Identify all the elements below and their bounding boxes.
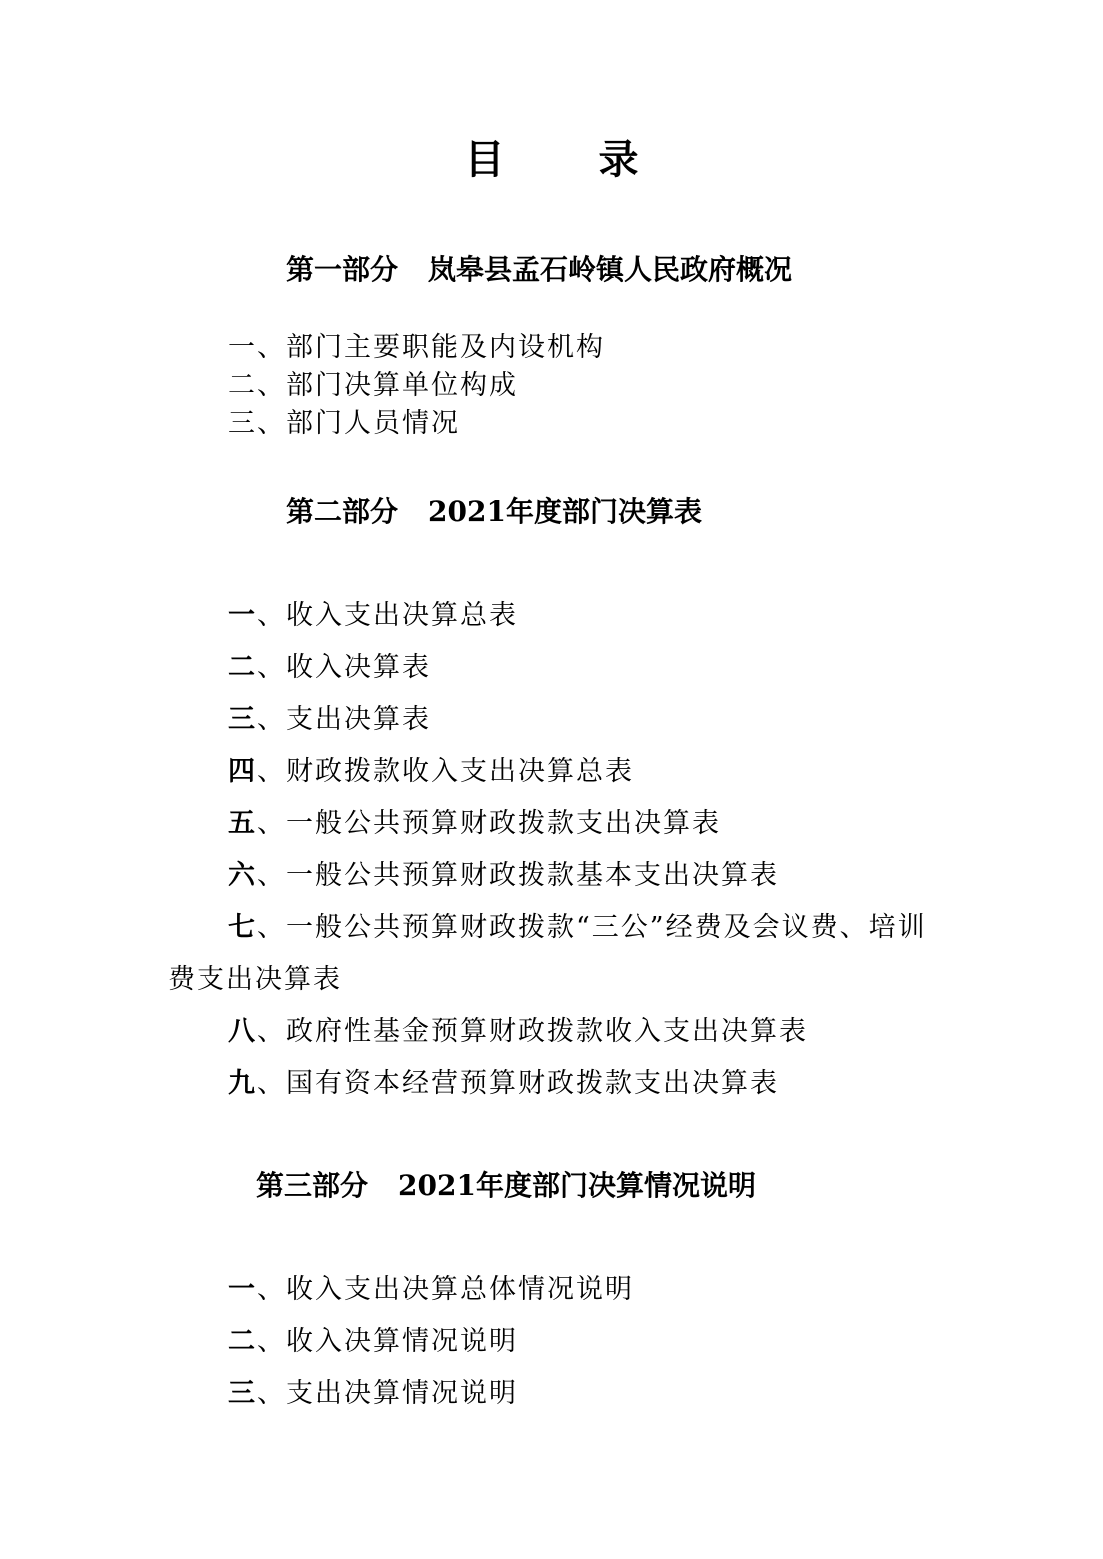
part1-name: 岚皋县孟石岭镇人民政府概况 [428,253,793,286]
toc-entry: 六、一般公共预算财政拨款基本支出决算表 [228,860,779,891]
toc-entry: 三、支出决算表 [228,704,431,735]
toc-entry: 一、收入支出决算总表 [228,600,518,631]
part3-name: 2021年度部门决算情况说明 [398,1169,756,1202]
toc-entry: 八、政府性基金预算财政拨款收入支出决算表 [228,1016,808,1047]
part3-heading [256,1168,756,1204]
part2-name: 2021年度部门决算表 [428,495,702,528]
toc-entry: 三、部门人员情况 [228,408,460,439]
page-title: 目 录 [464,136,679,183]
toc-entry: 二、部门决算单位构成 [228,370,518,401]
toc-entry: 二、收入决算表 [228,652,431,683]
toc-entry: 五、一般公共预算财政拨款支出决算表 [228,808,721,839]
toc-entry: 四、财政拨款收入支出决算总表 [228,756,634,787]
part1-label: 第一部分 [286,253,399,286]
part2-label: 第二部分 [286,495,399,528]
toc-entry: 一、部门主要职能及内设机构 [228,332,605,363]
toc-entry: 三、支出决算情况说明 [228,1378,518,1409]
toc-entry: 二、收入决算情况说明 [228,1326,518,1357]
toc-entry: 一、收入支出决算总体情况说明 [228,1274,634,1305]
toc-entry-wrapped: 七、一般公共预算财政拨款“三公”经费及会议费、培训费支出决算表 [168,912,927,995]
part2-heading [286,494,702,530]
part1-heading [286,252,792,288]
toc-entry: 九、国有资本经营预算财政拨款支出决算表 [228,1068,779,1099]
part3-label: 第三部分 [256,1169,369,1202]
